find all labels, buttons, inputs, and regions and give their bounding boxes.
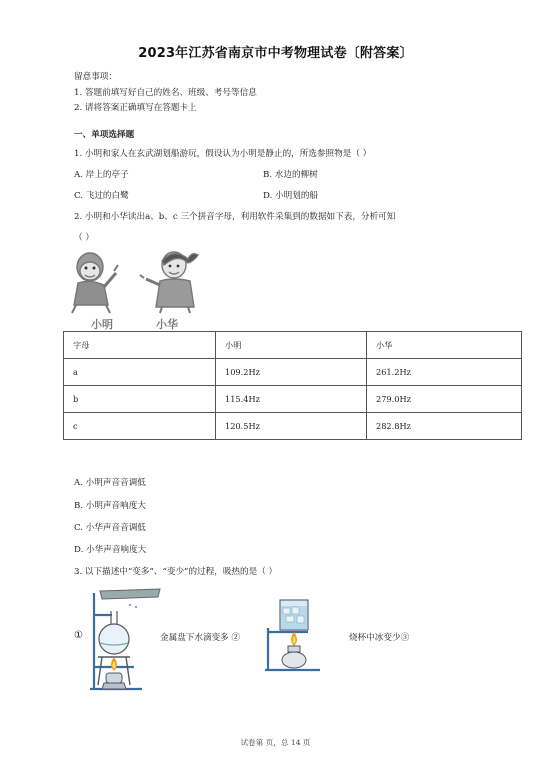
page-footer: 试卷第 页，总 14 页 [240, 738, 311, 747]
table-cell: c [64, 413, 216, 440]
table-cell: 109.2Hz [216, 359, 367, 386]
table-row [64, 413, 522, 440]
section-heading: 一、单项选择题 [74, 130, 135, 140]
xiaohua-figure [140, 252, 198, 313]
flask [99, 611, 129, 654]
table-row [64, 359, 522, 386]
notes-item-2: 2. 请将答案正确填写在答题卡上 [74, 103, 197, 113]
q3-label-1: ① [74, 630, 83, 641]
q3-text-1: 金属盘下水滴变多 ② [160, 633, 241, 643]
notes-item-1: 1. 答题前填写好自己的姓名、班级、考号等信息 [74, 88, 257, 98]
table-cell: 120.5Hz [216, 413, 367, 440]
caption-xiaoming: 小明 [91, 318, 113, 331]
beaker [280, 600, 308, 630]
cartoon-figures-image [66, 247, 216, 315]
table-cell: b [64, 386, 216, 413]
xiaoming-figure [72, 253, 118, 313]
q2-paren: （ ） [74, 233, 94, 243]
table-cell: 261.2Hz [367, 359, 522, 386]
page-title: 2023年江苏省南京市中考物理试卷〔附答案〕 [138, 46, 413, 61]
flask-apparatus-image [84, 585, 162, 693]
q1-option-b: B. 水边的柳树 [263, 170, 318, 180]
notes-heading: 留意事项： [74, 72, 117, 82]
q1-stem: 1. 小明和家人在玄武湖划船游玩，假设认为小明是静止的，所选参照物是（ ） [74, 149, 372, 159]
q2-option-d: D. 小华声音响度大 [74, 545, 147, 555]
q1-option-a: A. 岸上的亭子 [74, 170, 129, 180]
header-cell: 小明 [216, 332, 367, 359]
flame-icon [291, 632, 297, 646]
q2-stem: 2. 小明和小华读出a、b、c 三个拼音字母，利用软件采集到的数据如下表，分析可知 [74, 212, 396, 222]
table-cell: 282.8Hz [367, 413, 522, 440]
q3-stem: 3. 以下描述中“变多”、“变少”的过程，吸热的是（ ） [74, 567, 278, 577]
q2-option-a: A. 小明声音音调低 [74, 478, 146, 488]
q2-option-c: C. 小华声音音调低 [74, 523, 146, 533]
header-cell: 字母 [64, 332, 216, 359]
flame-icon [111, 657, 117, 671]
q2-option-b: B. 小明声音响度大 [74, 501, 146, 511]
metal-plate [100, 589, 160, 599]
table-row [64, 386, 522, 413]
frequency-table [63, 331, 522, 440]
q1-option-c: C. 飞过的白鹭 [74, 191, 129, 201]
table-cell: 279.0Hz [367, 386, 522, 413]
q3-text-2: 烧杯中冰变少③ [349, 633, 410, 643]
ice-beaker-apparatus-image [262, 592, 324, 674]
table-header-row [64, 332, 522, 359]
q1-option-d: D. 小明划的船 [263, 191, 319, 201]
caption-xiaohua: 小华 [156, 318, 178, 331]
table-cell: 115.4Hz [216, 386, 367, 413]
header-cell: 小华 [367, 332, 522, 359]
table-cell: a [64, 359, 216, 386]
